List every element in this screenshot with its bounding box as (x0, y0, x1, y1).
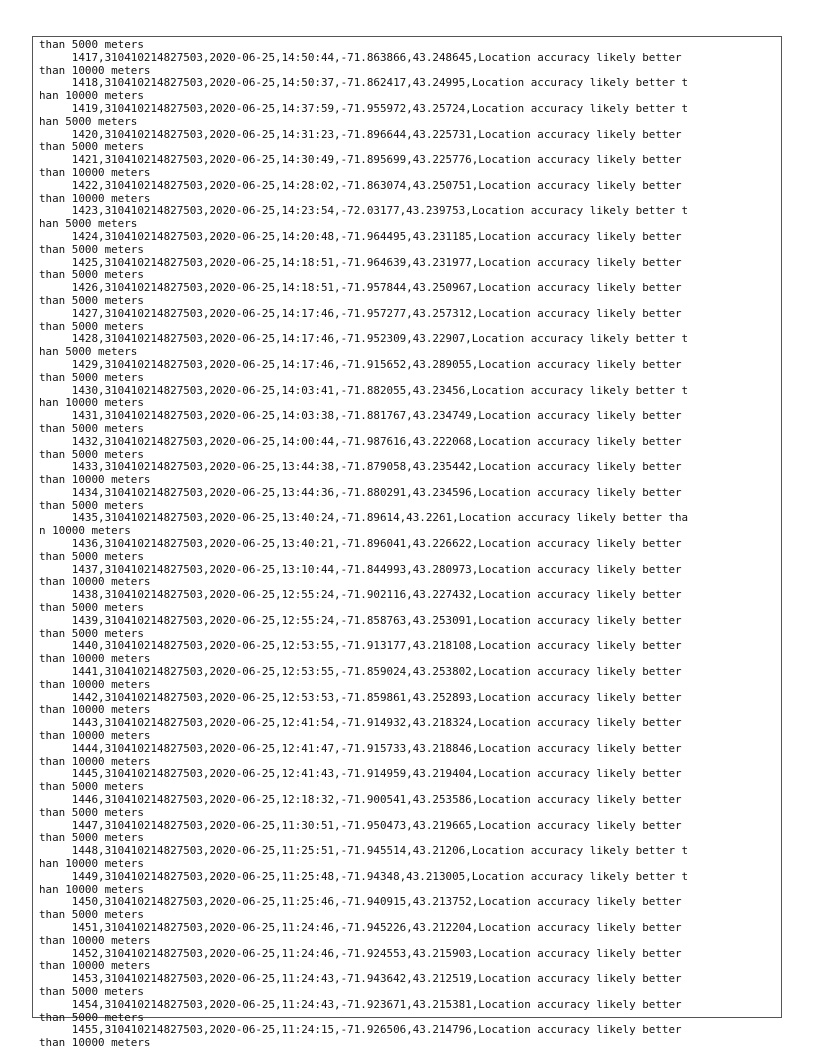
text-line: than 5000 meters (39, 370, 144, 384)
text-line: than 10000 meters (39, 473, 151, 487)
text-line: than 5000 meters (39, 421, 144, 435)
text-line: 1448,310410214827503,2020-06-25,11:25:51,-71.945514,43.21206,Location accuracy likely better t (39, 844, 689, 858)
text-line: than 10000 meters (39, 729, 151, 743)
text-line: than 10000 meters (39, 933, 151, 947)
text-line: 1426,310410214827503,2020-06-25,14:18:51,-71.957844,43.250967,Location accuracy likely better (39, 281, 682, 295)
text-line: 1440,310410214827503,2020-06-25,12:53:55,-71.913177,43.218108,Location accuracy likely better (39, 639, 682, 653)
text-line: 1447,310410214827503,2020-06-25,11:30:51,-71.950473,43.219665,Location accuracy likely better (39, 818, 682, 832)
text-line: 1423,310410214827503,2020-06-25,14:23:54,-72.03177,43.239753,Location accuracy likely better t (39, 204, 689, 218)
text-line: than 5000 meters (39, 601, 144, 615)
text-line: than 10000 meters (39, 652, 151, 666)
text-line: 1434,310410214827503,2020-06-25,13:44:36,-71.880291,43.234596,Location accuracy likely better (39, 485, 682, 499)
text-line: han 5000 meters (39, 114, 138, 128)
text-line: han 5000 meters (39, 217, 138, 231)
text-line: than 5000 meters (39, 447, 144, 461)
text-line: 1451,310410214827503,2020-06-25,11:24:46,-71.945226,43.212204,Location accuracy likely better (39, 920, 682, 934)
text-line: 1430,310410214827503,2020-06-25,14:03:41,-71.882055,43.23456,Location accuracy likely better t (39, 383, 689, 397)
text-line: 1421,310410214827503,2020-06-25,14:30:49,-71.895699,43.225776,Location accuracy likely better (39, 153, 682, 167)
text-line: 1422,310410214827503,2020-06-25,14:28:02,-71.863074,43.250751,Location accuracy likely better (39, 178, 682, 192)
text-body (39, 39, 781, 1050)
document-page (32, 36, 782, 1050)
text-line: 1439,310410214827503,2020-06-25,12:55:24,-71.858763,43.253091,Location accuracy likely better (39, 613, 682, 627)
text-line: than 5000 meters (39, 293, 144, 307)
text-line: 1425,310410214827503,2020-06-25,14:18:51,-71.964639,43.231977,Location accuracy likely better (39, 255, 682, 269)
text-line: than 10000 meters (39, 754, 151, 768)
text-line: 1455,310410214827503,2020-06-25,11:24:15,-71.926506,43.214796,Location accuracy likely better (39, 1023, 682, 1037)
text-line: than 10000 meters (39, 63, 151, 77)
text-line: 1438,310410214827503,2020-06-25,12:55:24,-71.902116,43.227432,Location accuracy likely better (39, 588, 682, 602)
text-line: 1449,310410214827503,2020-06-25,11:25:48,-71.94348,43.213005,Location accuracy likely better t (39, 869, 689, 883)
text-line: than 5000 meters (39, 319, 144, 333)
text-line: 1419,310410214827503,2020-06-25,14:37:59,-71.955972,43.25724,Location accuracy likely better t (39, 101, 689, 115)
text-line: 1432,310410214827503,2020-06-25,14:00:44,-71.987616,43.222068,Location accuracy likely better (39, 434, 682, 448)
text-line: than 10000 meters (39, 191, 151, 205)
text-line: han 10000 meters (39, 89, 144, 103)
text-line: 1445,310410214827503,2020-06-25,12:41:43,-71.914959,43.219404,Location accuracy likely better (39, 767, 682, 781)
text-line: 1436,310410214827503,2020-06-25,13:40:21,-71.896041,43.226622,Location accuracy likely better (39, 537, 682, 551)
text-line: than 5000 meters (39, 831, 144, 845)
text-line: 1427,310410214827503,2020-06-25,14:17:46,-71.957277,43.257312,Location accuracy likely better (39, 306, 682, 320)
text-line: 1418,310410214827503,2020-06-25,14:50:37,-71.862417,43.24995,Location accuracy likely better t (39, 76, 689, 90)
text-line: than 5000 meters (39, 780, 144, 794)
text-line: 1443,310410214827503,2020-06-25,12:41:54,-71.914932,43.218324,Location accuracy likely better (39, 716, 682, 730)
text-line: 1452,310410214827503,2020-06-25,11:24:46,-71.924553,43.215903,Location accuracy likely better (39, 946, 682, 960)
text-line: than 5000 meters (39, 626, 144, 640)
text-line: 1433,310410214827503,2020-06-25,13:44:38,-71.879058,43.235442,Location accuracy likely better (39, 460, 682, 474)
text-line: 1437,310410214827503,2020-06-25,13:10:44,-71.844993,43.280973,Location accuracy likely better (39, 562, 682, 576)
text-line: 1431,310410214827503,2020-06-25,14:03:38,-71.881767,43.234749,Location accuracy likely better (39, 409, 682, 423)
text-line: 1454,310410214827503,2020-06-25,11:24:43,-71.923671,43.215381,Location accuracy likely better (39, 997, 682, 1011)
text-line: han 5000 meters (39, 345, 138, 359)
text-line: han 10000 meters (39, 396, 144, 410)
text-line: than 5000 meters (39, 140, 144, 154)
text-line: than 5000 meters (39, 805, 144, 819)
text-line: than 5000 meters (39, 38, 144, 51)
text-line: than 5000 meters (39, 984, 144, 998)
text-line: than 5000 meters (39, 908, 144, 922)
text-line: 1420,310410214827503,2020-06-25,14:31:23,-71.896644,43.225731,Location accuracy likely better (39, 127, 682, 141)
text-line: than 5000 meters (39, 549, 144, 563)
text-line: 1444,310410214827503,2020-06-25,12:41:47,-71.915733,43.218846,Location accuracy likely better (39, 741, 682, 755)
text-line: 1441,310410214827503,2020-06-25,12:53:55,-71.859024,43.253802,Location accuracy likely better (39, 665, 682, 679)
text-line: than 5000 meters (39, 1010, 144, 1024)
text-line: 1450,310410214827503,2020-06-25,11:25:46,-71.940915,43.213752,Location accuracy likely better (39, 895, 682, 909)
text-line: 1442,310410214827503,2020-06-25,12:53:53,-71.859861,43.252893,Location accuracy likely better (39, 690, 682, 704)
text-line: than 10000 meters (39, 677, 151, 691)
text-line: 1417,310410214827503,2020-06-25,14:50:44,-71.863866,43.248645,Location accuracy likely better (39, 50, 682, 64)
text-line: n 10000 meters (39, 524, 131, 538)
text-line: than 5000 meters (39, 498, 144, 512)
text-line: 1446,310410214827503,2020-06-25,12:18:32,-71.900541,43.253586,Location accuracy likely better (39, 793, 682, 807)
text-line: than 10000 meters (39, 1036, 151, 1050)
text-line: 1453,310410214827503,2020-06-25,11:24:43,-71.943642,43.212519,Location accuracy likely better (39, 972, 682, 986)
text-line: than 10000 meters (39, 575, 151, 589)
text-line: han 10000 meters (39, 857, 144, 870)
text-line: han 10000 meters (39, 882, 144, 896)
text-line: than 10000 meters (39, 959, 151, 973)
text-line: 1428,310410214827503,2020-06-25,14:17:46,-71.952309,43.22907,Location accuracy likely better t (39, 332, 689, 346)
text-line: 1424,310410214827503,2020-06-25,14:20:48,-71.964495,43.231185,Location accuracy likely better (39, 229, 682, 243)
text-line: 1429,310410214827503,2020-06-25,14:17:46,-71.915652,43.289055,Location accuracy likely better (39, 357, 682, 371)
text-line: 1435,310410214827503,2020-06-25,13:40:24,-71.89614,43.2261,Location accuracy likely better tha (39, 511, 689, 525)
text-line: than 5000 meters (39, 268, 144, 282)
text-line: than 10000 meters (39, 165, 151, 179)
text-line: than 5000 meters (39, 242, 144, 256)
text-line: than 10000 meters (39, 703, 151, 717)
